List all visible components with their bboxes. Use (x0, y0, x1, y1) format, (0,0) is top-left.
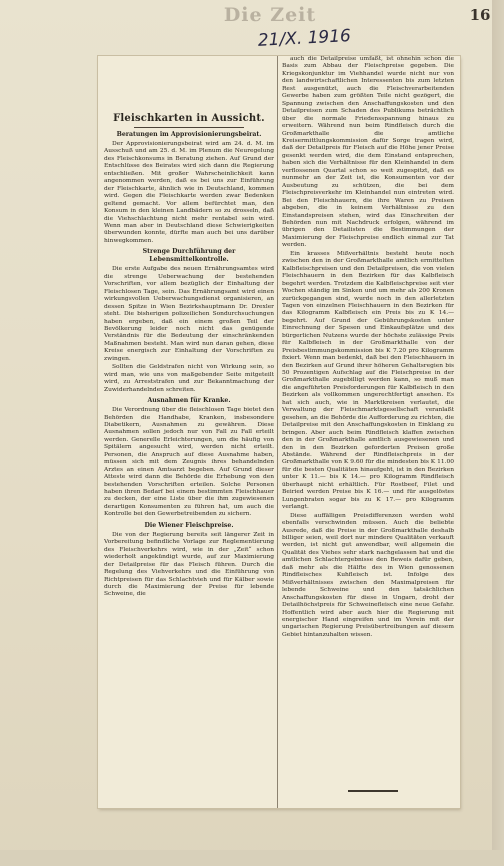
page-edge (492, 0, 504, 866)
page-number: 16 (469, 6, 491, 24)
article-paragraph: Die erste Aufgabe des neuen Ernährungsamtes wird die strenge Ueberwachung der bestehenden Vorschriften, vor allem bezüglich der Einhaltung der Fleischlosen Tage, sein. Das Ernährungsamt wird einen wirkungsvollen Ueberwachungsdienst organisieren, an dessen Spitze in Wien Bezirkshauptmann Dr. Drexler steht. Die bisherigen polizeilichen Sondurchsuchungen haben ergeben, daß ein einem großen Teil der Bevölkerung leider noch nicht das genügende Verständnis für die Bedeutung der einschränkenden Maßnahmen besteht. Man wird nun daran gehen, diese Kreise energisch zur Einhaltung der Vorschriften zu zwingen. (104, 266, 274, 362)
article-left-column (104, 112, 274, 854)
article-paragraph: Die Verordnung über die fleischlosen Tage bietet den Behörden die Handhabe, Kranken, insbesondere Diabetikern, Ausnahmen zu gewähren. Diese Ausnahmen sollen jedoch nur von Fall zu Fall erteilt werden. Generelle Erleichterungen, um die häufig von Spitälern angesucht wird, werden nicht erteilt. Personen, die Anspruch auf diese Ausnahme haben, müssen sich mit dem Zeugnis ihres behandelnden Arztes an einen Amtsarzt begeben. Auf Grund dieser Atteste wird dann die Behörde die Erhebung von den bestehenden Vorschriften erteilen. Solche Personen haben ihren Bedarf bei einem bestimmten Fleischhauer zu decken, der eine Liste über die ihm zugewiesenen derartigen Konsumenten zu führen hat, um auch die Kontrolle bei den Gewerbetreibenden zu sichern. (104, 407, 274, 518)
handwritten-date: 21/X. 1916 (257, 26, 352, 51)
section-subhead: Strenge Durchführung der Lebensmittelkontrolle. (142, 248, 236, 264)
article-right-column (282, 56, 454, 798)
journal-title: Die Zeit (223, 4, 317, 26)
article-paragraph: auch die Detailpreise umfaßt, ist ohnehin schon die Basis zum Abbau der Fleischpreise gegeben. Die Kriegskonjunktur im Viehhandel wurde nicht nur von den landwirtschaftlichen Interessenten bis zum letzten Rest ausgenützt, auch die Fleischverarbeitenden Gewerbe haben zum größten Teile nicht gezögert, die Spannung zwischen den Anschaffungskosten und den Detailpreisen zum Schaden des Publikums beträchtlich über die normale Friedensspannung hinaus zu erweitern. Während nun beim Rindfleisch durch die Großmarkthalle die amtliche Kreisermittlungskommission dafür Sorge tragen wird, daß der Detailpreis für Fleisch auf die Höhe jener Preise gesenkt werden wird, die dem Einstand entsprechen, haben sich die Verhältnisse für den Kleinhandel in dem verflossenen Quartal schon so weit zugespitzt, daß es nunmehr an der Zeit ist, die Konsumenten vor der Ausbeutung zu schützen, die bei dem Fleischpreisverkehr im Kleinhandel nun eintreten wird. Bei den Fleischhauern, die ihre Waren zu Preisen abgeben, die in keinem Verhältnisse zu den Einstandspreisen stehen, wird das Einschreiten der Behörden nun mit Nachdruck erfolgen, während im übrigen den Detailisten die Bestimmungen der Maximierung der Fleischpreise endlich einmal zur Tat werden. (282, 56, 454, 249)
newspaper-clipping (98, 56, 460, 808)
article-paragraph: Der Approvisionierungsbeirat wird am 24. d. M. im Ausschuß und am 25. d. M. im Plenum die Neuregelung des Fleischkonsums in Beratung ziehen. Auf Grund der Entschlüsse des Beirates wird sich dann die Regierung entschließen. Mit großer Wahrscheinlichkeit kann angenommen werden, daß es bei uns zur Einführung der Fleischkarte, ähnlich wie in Deutschland, kommen wird. Gegen die Fleischkarte werden zwar Bedenken geltend gemacht. Vor allem befürchtet man, den Konsum in den kleinen Landbädern so zu drosseln, daß die Viehschlachtung nicht mehr rentabel sein wird. Wenn man aber in Deutschland diese Schwierigkeiten überwunden konnte, dürfte man auch bei uns darüber hinwegkommen. (104, 141, 274, 244)
article-end-rule (348, 790, 398, 792)
article-paragraph: Sollten die Geldstrafen nicht von Wirkung sein, so wird man, wie uns von maßgebender Seite mitgeteilt wird, zu Arreststrafen und zur Bekanntmachung der Zuwiderhandelnden schreiten. (104, 364, 274, 393)
article-headline: Fleischkarten in Aussicht. (113, 113, 265, 124)
section-subhead: Die Wiener Fleischpreise. (144, 521, 234, 529)
section-subhead: Beratungen im Approvisionierungsbeirat. (116, 131, 262, 138)
section-subhead: Ausnahmen für Kranke. (147, 397, 231, 405)
column-divider (277, 56, 278, 808)
headline-rule (134, 127, 244, 128)
article-paragraph: Die von der Regierung bereits seit längerer Zeit in Vorbereitung befindliche Vorlage zur Reglementierung des Fleischverkehrs wird, wie in der „Zeit“ schon wiederholt angekündigt wurde, auf zur Maximierung der Detailpreise für das Fleisch führen. Durch die Regelung des Viehverkehrs und die Einführung von Richtpreisen für das Schlachtvieh und für Kälber sowie durch die Maximierung der Preise für lebende Schweine, die (104, 531, 274, 598)
article-paragraph: Ein krasses Mißverhältnis besteht heute noch zwischen den in der Großmarkthalle amtlich ermittelten Kalbfleischpreisen und den Detailpreisen, die von vielen Fleischhauern in den Bezirken für das Kalbfleisch begehrt werden. Trotzdem die Kalbfleischpreise seit vier Wochen ständig im Sinken und um mehr als 200 Kronen zurückgegangen sind, wurde noch in den allerletzten Tagen von einzelnen Fleischhauern in den Bezirken für das Kilogramm Kalbfleisch ein Preis bis zu K 14.— begehrt. Auf Grund der Gebührungskosten unter Einrechnung der Spesen und Einkaufsplätze und des bürgerlichen Nutzens wurde der höchste zulässige Preis für Kalbfleisch in der Großmarkthalle von der Preisbestimmungskommission bis K 7.20 pro Kilogramm fixiert. Wenn man bedenkt, daß bei den Fleischhauern in den Bezirken auf Grund ihrer höheren Gehaltsregien bis 50 Prozentigen Aufschlag auf die Fleischpreise in der Großmarkthalle zugebilligt werden kann, so muß man die angeführten Preisforderungen für Kalbfleisch in den Bezirken als vollkommen ungerechtfertigt ansehen. Es hat sich auch, wie in Marktkreisen verlautet, die Verwaltung der Fleischmarktsgesellschaft veranlaßt gesehen, an die Behörde die Aufforderung zu richten, die Detailpreise mit den Anschaffungskosten in Einklang zu bringen. Aber auch beim Rindfleisch klaffen zwischen den in der Großmarkthalle amtlich ausgewiesenen und den in den Bezirken geforderten Preisen große Abstände. Während der Rindfleischpreis in der Großmarkthalle von K 9.60 für die mindesten bis K 11.00 für die besten Qualitäten hinaufgeht, ist in den Bezirken unter K 11.— bis K 14.— pro Kilogramm Rindfleisch überhaupt nicht erhältlich. Für Rostbeef, Filet und Beiried werden Preise bis K 16.— und für ausgelöstes Lungenbraten sogar bis zu K 17.— pro Kilogramm verlangt. (282, 250, 454, 511)
article-paragraph: Diese auffälligen Preisdifferenzen werden wohl ebenfalls verschwinden müssen. Auch die beliebte Ausrede, daß die Preise in der Großmarkthalle deshalb billiger seien, weil dort nur mindere Qualitäten verkauft werden, ist nicht gut anwendbar, weil allgemein die Qualität des Viehes sehr stark nachgelassen hat und die amtlichen Schlachtergebnisse den Beweis dafür geben, daß mehr als die Hälfte des in Wien genossenen Rindfleisches Kuhfleisch ist. Infolge des Mißverhältnisses zwischen den Maximalpreisen für lebende Schweine und den tatsächlichen Anschaffungskosten für diese in Ungarn, droht der Detailhöchstpreis für Schweinefleisch eine neue Gefahr. Hoffentlich wird aber auch hier die Regierung mit energischer Hand eingreifen und im Verein mit der ungarischen Regierung Preisübertreibungen auf diesem Gebiet hintanzuhalten wissen. (282, 512, 454, 638)
page-bottom-edge (0, 850, 504, 866)
